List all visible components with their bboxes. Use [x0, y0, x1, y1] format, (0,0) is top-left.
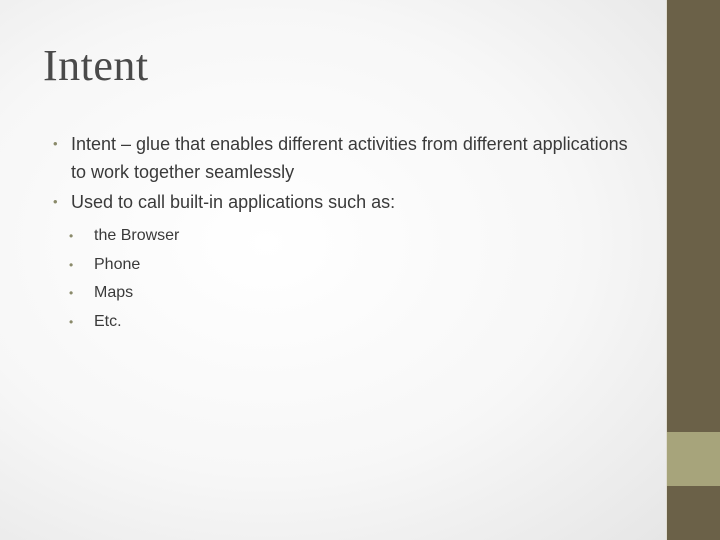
bullet-icon: •	[53, 194, 58, 209]
bullet-icon: •	[53, 136, 58, 151]
sub-bullet-text: Maps	[94, 284, 134, 302]
sub-bullet-item	[52, 279, 642, 308]
sub-bullet-item	[52, 222, 642, 251]
sub-bullet-item	[52, 308, 642, 337]
bullet-item	[52, 130, 642, 186]
bullet-icon: •	[69, 286, 74, 301]
bullet-item	[52, 188, 642, 216]
bullet-text: Intent – glue that enables different activities from different applications to work together seamlessly	[71, 134, 628, 182]
bullet-icon: •	[69, 257, 74, 272]
bullet-icon: •	[69, 315, 74, 330]
sub-bullet-item	[52, 251, 642, 280]
slide-content	[52, 130, 642, 337]
bullet-icon: •	[69, 229, 74, 243]
bullet-text: Used to call built-in applications such as:	[71, 192, 396, 212]
sub-bullet-text: Etc.	[94, 313, 122, 331]
sub-bullet-text: Phone	[94, 255, 141, 273]
sub-bullet-list	[52, 222, 642, 337]
sub-bullet-text: the Browser	[94, 227, 180, 244]
slide-title: Intent	[43, 41, 149, 90]
sidebar-accent-block	[667, 432, 720, 486]
